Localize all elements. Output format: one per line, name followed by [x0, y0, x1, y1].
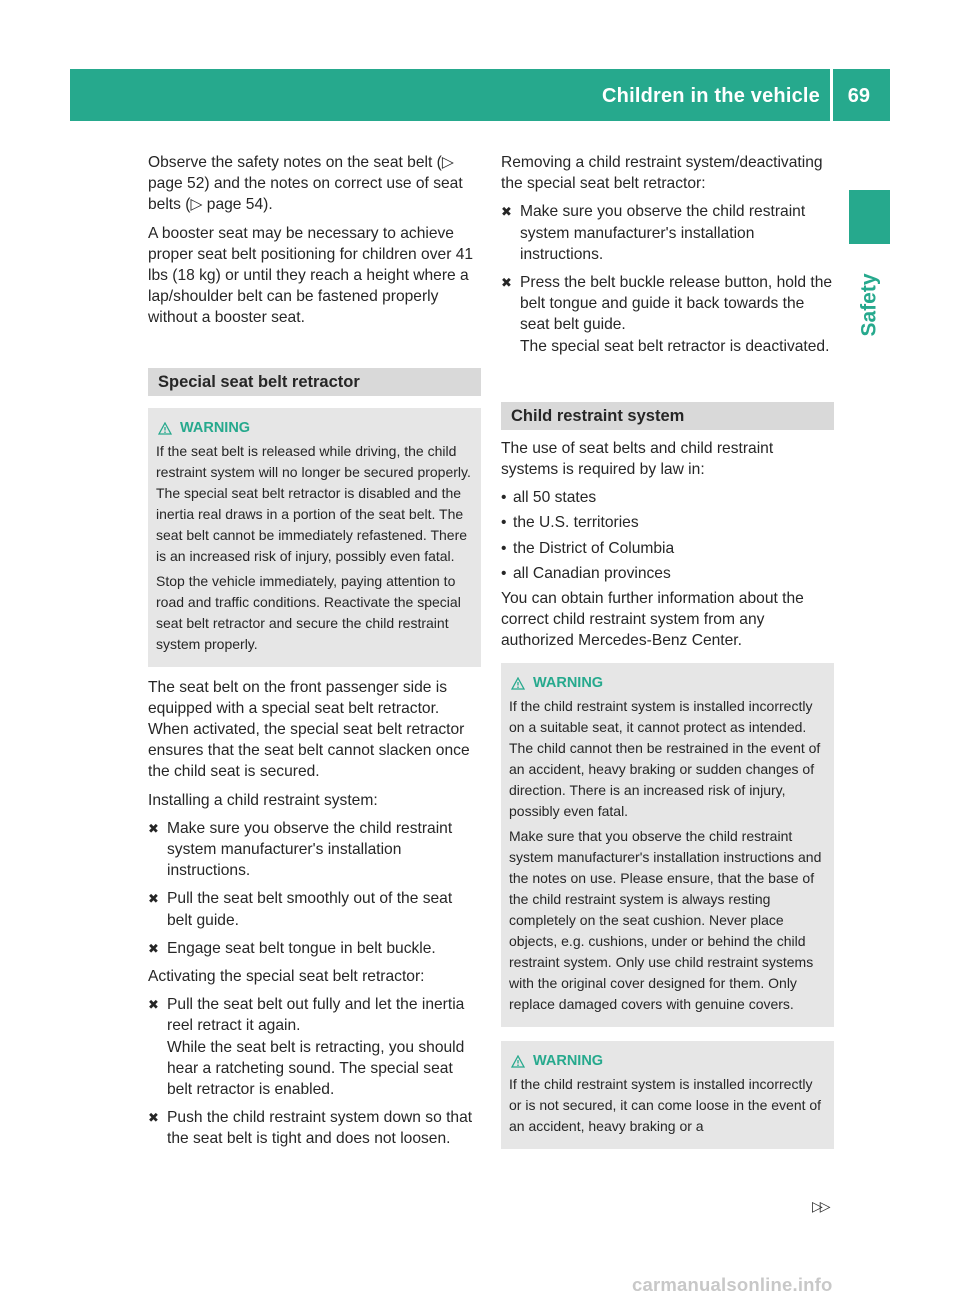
section-heading-retractor: Special seat belt retractor [148, 368, 481, 396]
list-item: • the District of Columbia [501, 538, 834, 559]
step-arrow-icon: ✖ [148, 891, 159, 907]
law-intro: The use of seat belts and child restraint systems is required by law in: [501, 439, 774, 479]
intro-paragraph-1: Observe the safety notes on the seat belt (▷ page 52) and the notes on correct use of seat belts (▷ page 54). [148, 154, 463, 214]
list-item: • all 50 states [501, 487, 834, 508]
warning-triangle-icon [511, 1055, 525, 1068]
further-info: You can obtain further information about the correct child restraint system from any authorized Mercedes-Benz Center. [501, 590, 804, 650]
section-heading-child-restraint: Child restraint system [501, 402, 834, 430]
warning-paragraph: If the child restraint system is installed incorrectly on a suitable seat, it cannot protect as intended. The child cannot then be restrained in the event of an accident, heavy braking or sudden changes of direction. There is an increased risk of injury, possibly even fatal. [509, 697, 821, 819]
header-bar [70, 69, 890, 121]
step-arrow-icon: ✖ [148, 997, 159, 1013]
continue-arrows-icon: ▷▷ [812, 1198, 828, 1214]
warning-paragraph: Make sure that you observe the child restraint system manufacturer's installation instructions and the notes on use. Please ensure, that the base of the child restraint system is always resting completely on the seat cushion. Never place objects, e.g. cushions, under or behind the child restraint system. Only use child restraint systems with the original cover designed for them. Only replace damaged covers with genuine covers. [509, 827, 822, 1012]
instruction-step: ✖ Push the child restraint system down so that the seat belt is tight and does not loosen. [148, 1109, 473, 1148]
left-column [148, 152, 481, 1157]
instruction-step: ✖ Make sure you observe the child restraint system manufacturer's installation instructions. [148, 819, 453, 880]
step-arrow-icon: ✖ [148, 1110, 159, 1126]
bullet-icon: • [501, 539, 507, 557]
warning-paragraph: If the seat belt is released while driving, the child restraint system will no longer be secured properly. The special seat belt retractor is disabled and the inertia real draws in a portion of the seat belt. The seat belt cannot be immediately refastened. There is an increased risk of injury, possibly even fatal. [156, 442, 471, 564]
step-arrow-icon: ✖ [148, 820, 159, 836]
right-column [501, 152, 834, 1149]
warning-paragraph: If the child restraint system is installed incorrectly or is not secured, it can come loose in the event of an accident, heavy braking or a [509, 1075, 822, 1134]
bullet-icon: • [501, 564, 507, 582]
bullet-icon: • [501, 489, 507, 507]
activate-heading: Activating the special seat belt retractor: [148, 968, 425, 986]
bullet-icon: • [501, 514, 507, 532]
intro-paragraph-2: A booster seat may be necessary to achieve proper seat belt positioning for children over 41 lbs (18 kg) or until they reach a height where a lap/shoulder belt can be fastened properly without a booster seat. [148, 224, 474, 327]
step-arrow-icon: ✖ [501, 275, 512, 291]
warning-triangle-icon [158, 422, 172, 435]
page-number: 69 [847, 85, 870, 107]
list-item: • the U.S. territories [501, 512, 834, 533]
warning-label: WARNING [180, 419, 251, 436]
warning-title [509, 1051, 826, 1072]
instruction-step: ✖ Engage seat belt tongue in belt buckle. [148, 938, 481, 959]
warning-label: WARNING [533, 674, 604, 691]
remove-heading: Removing a child restraint system/deactivating the special seat belt retractor: [501, 154, 823, 193]
warning-triangle-icon [511, 677, 525, 690]
step-result: The special seat belt retractor is deactivated. [520, 337, 830, 355]
side-tab-text: Safety [857, 273, 881, 337]
warning-box [148, 408, 481, 667]
warning-title [509, 673, 826, 694]
instruction-step: ✖ Make sure you observe the child restraint system manufacturer's installation instructions. [501, 203, 806, 263]
instruction-step: ✖ Press the belt buckle release button, hold the belt tongue and guide it back towards the seat belt guide. The special seat belt retractor is deactivated. [501, 274, 833, 355]
chapter-title: Children in the vehicle [602, 85, 820, 107]
step-arrow-icon: ✖ [501, 204, 512, 220]
warning-box [501, 663, 834, 1027]
instruction-step: ✖ Pull the seat belt out fully and let the inertia reel retract it again. While the seat belt is retracting, you should hear a ratcheting sound. The special seat belt retractor is enabled. [148, 996, 465, 1099]
body-paragraph: The seat belt on the front passenger side is equipped with a special seat belt retractor. When activated, the special seat belt retractor ensures that the seat belt cannot slacken once the child seat is secured. [148, 678, 470, 781]
warning-title [156, 418, 473, 439]
instruction-step: ✖ Pull the seat belt smoothly out of the seat belt guide. [148, 890, 453, 929]
warning-paragraph: Stop the vehicle immediately, paying attention to road and traffic conditions. Reactivate the special seat belt retractor and secure the child restraint system properly. [156, 572, 461, 652]
list-item: • all Canadian provinces [501, 563, 834, 584]
header-divider [830, 69, 833, 121]
step-arrow-icon: ✖ [148, 940, 159, 956]
warning-label: WARNING [533, 1052, 604, 1069]
step-result: While the seat belt is retracting, you should hear a ratcheting sound. The special seat belt retractor is enabled. [167, 1038, 465, 1099]
side-tab-label [849, 255, 890, 355]
warning-box [501, 1041, 834, 1149]
side-tab-marker [849, 190, 890, 244]
watermark: carmanualsonline.info [632, 1274, 833, 1295]
install-heading: Installing a child restraint system: [148, 791, 378, 809]
